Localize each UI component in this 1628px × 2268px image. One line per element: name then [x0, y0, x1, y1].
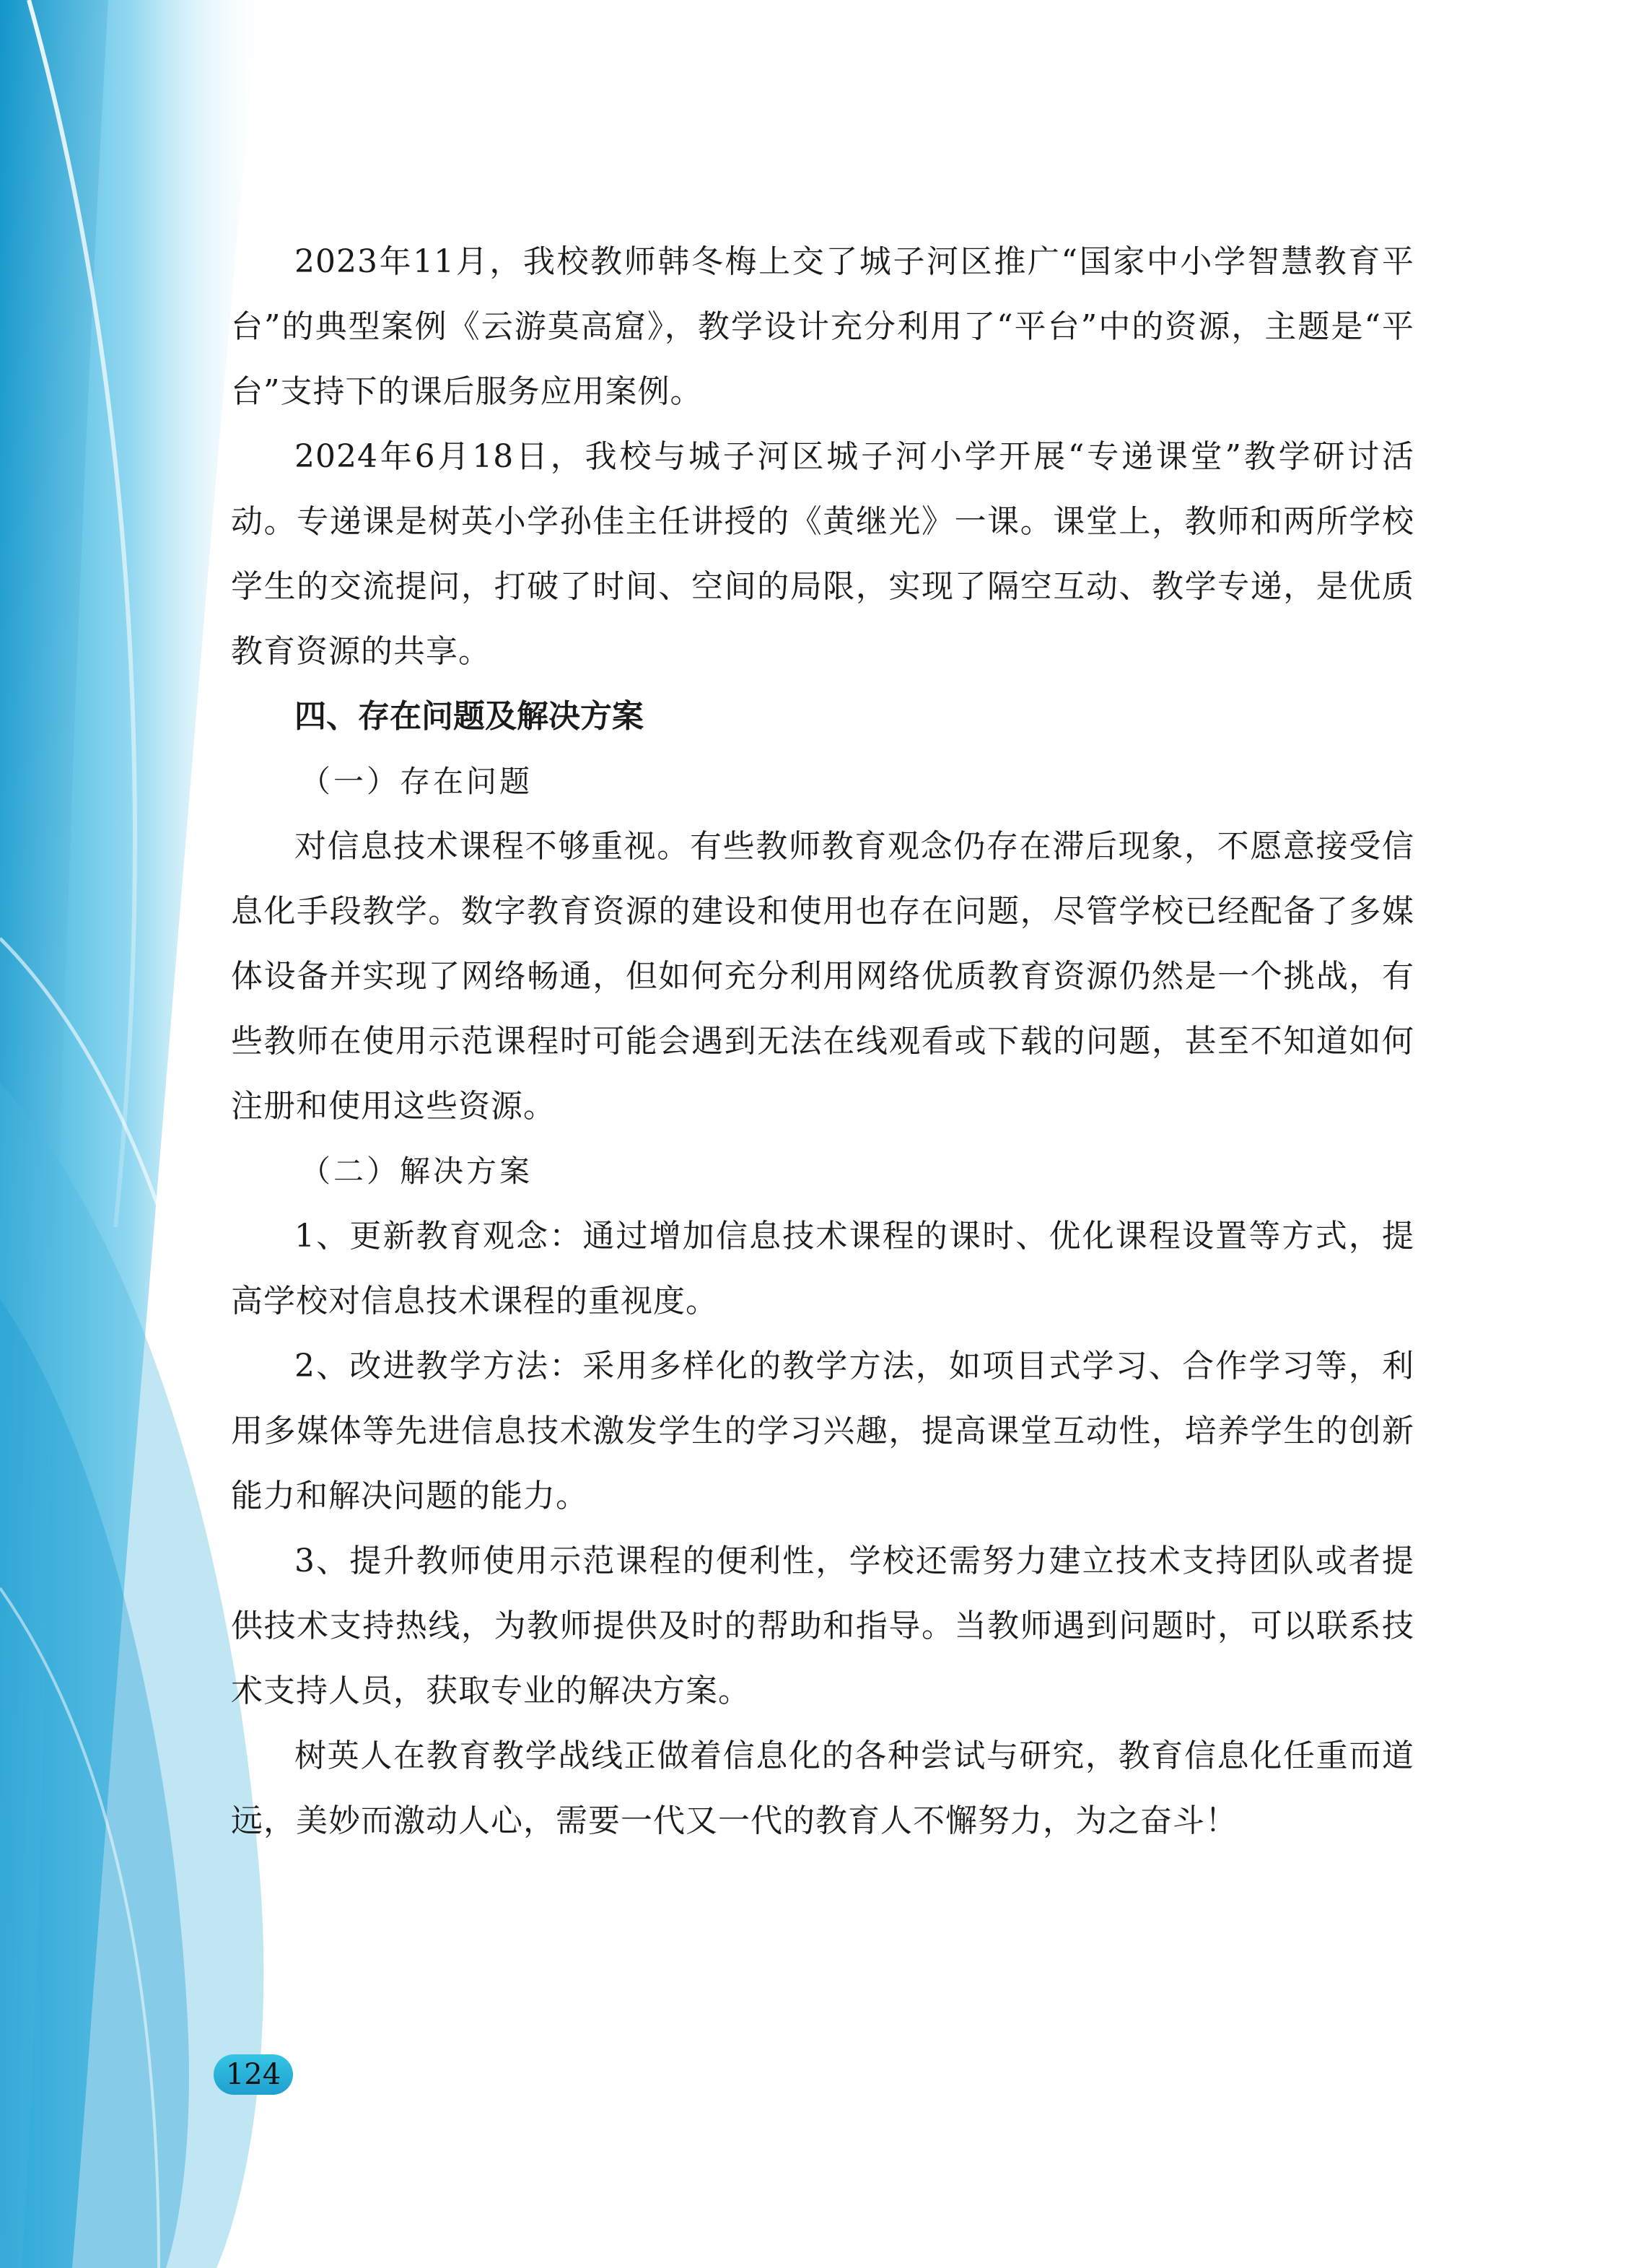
- subsection-title-problems: （一）存在问题: [300, 764, 533, 799]
- paragraph-platform-case: 2023年11月，我校教师韩冬梅上交了城子河区推广“国家中小学智慧教育平台”的典型案例《云游莫高窟》，教学设计充分利用了“平台”中的资源，主题是“平台”支持下的课后服务应用案例。: [231, 243, 1414, 410]
- document-body: [231, 230, 1414, 1854]
- subsection-title-solutions: （二）解决方案: [300, 1153, 533, 1189]
- paragraph-delivery-class: 2024年6月18日，我校与城子河区城子河小学开展“专递课堂”教学研讨活动。专递课是树英小学孙佳主任讲授的《黄继光》一课。课堂上，教师和两所学校学生的交流提问，打破了时间、空间的局限，实现了隔空互动、教学专递，是优质教育资源的共享。: [231, 438, 1414, 670]
- section-heading: 四、存在问题及解决方案: [294, 698, 644, 735]
- solution-item-2: 2、改进教学方法：采用多样化的教学方法，如项目式学习、合作学习等，利用多媒体等先进信息技术激发学生的学习兴趣，提高课堂互动性，培养学生的创新能力和解决问题的能力。: [231, 1348, 1414, 1514]
- solution-item-3: 3、提升教师使用示范课程的便利性，学校还需努力建立技术支持团队或者提供技术支持热线，为教师提供及时的帮助和指导。当教师遇到问题时，可以联系技术支持人员，获取专业的解决方案。: [231, 1543, 1414, 1709]
- paragraph-problems: 对信息技术课程不够重视。有些教师教育观念仍存在滞后现象，不愿意接受信息化手段教学。数字教育资源的建设和使用也存在问题，尽管学校已经配备了多媒体设备并实现了网络畅通，但如何充分利用网络优质教育资源仍然是一个挑战，有些教师在使用示范课程时可能会遇到无法在线观看或下载的问题，甚至不知道如何注册和使用这些资源。: [231, 828, 1414, 1125]
- solution-item-1: 1、更新教育观念：通过增加信息技术课程的课时、优化课程设置等方式，提高学校对信息技术课程的重视度。: [231, 1218, 1414, 1320]
- closing-paragraph: 树英人在教育教学战线正做着信息化的各种尝试与研究，教育信息化任重而道远，美妙而激动人心，需要一代又一代的教育人不懈努力，为之奋斗！: [231, 1737, 1414, 1839]
- page-number-badge: 124: [214, 2054, 293, 2095]
